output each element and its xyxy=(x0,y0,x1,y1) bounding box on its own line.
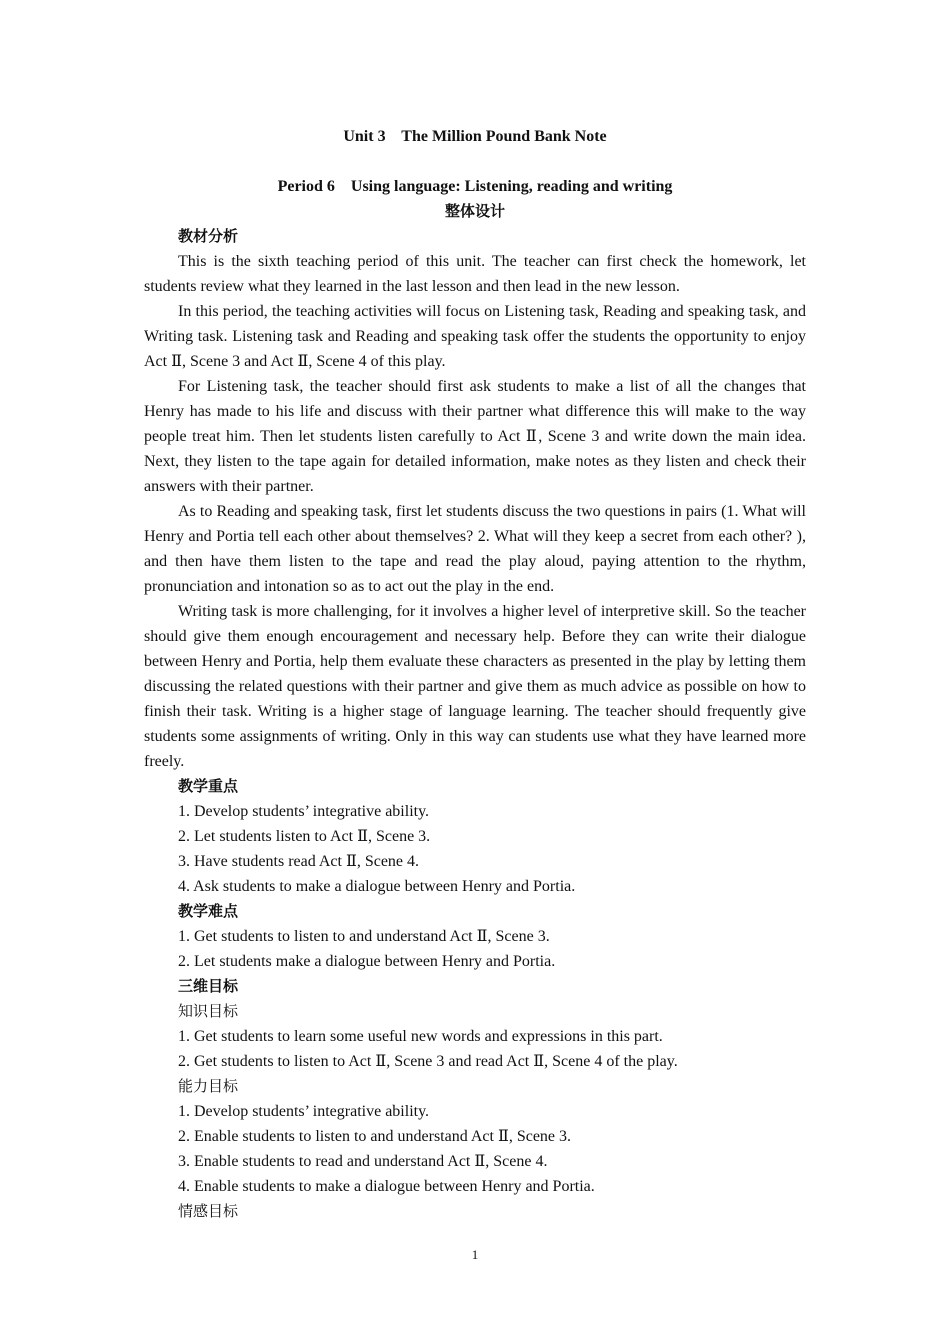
page-content xyxy=(144,124,806,1224)
analysis-paragraph: As to Reading and speaking task, first let students discuss the two questions in pairs (1. What will Henry and Portia tell each other about themselves? 2. What will they keep a secret from each other? ), and then have them listen to the tape and read the play aloud, paying attention to the rhythm, pronunciation and intonation so as to act out the play in the end. xyxy=(144,503,806,595)
ability-objectives-heading: 能力目标 xyxy=(178,1077,239,1095)
page-number: 1 xyxy=(471,1247,479,1262)
analysis-heading: 教材分析 xyxy=(178,227,239,245)
list-item: 4. Ask students to make a dialogue between Henry and Portia. xyxy=(178,878,576,895)
analysis-paragraph: This is the sixth teaching period of this unit. The teacher can first check the homework, let students review what they learned in the last lesson and then lead in the new lesson. xyxy=(144,253,806,295)
analysis-paragraph: For Listening task, the teacher should first ask students to make a list of all the changes that Henry has made to his life and discuss with their partner what difference this will make to the way people treat him. Then let students listen carefully to Act Ⅱ, Scene 3 and write down the main idea. Next, they listen to the tape again for detailed information, make notes as they listen and check their answers with their partner. xyxy=(144,378,806,495)
analysis-paragraph: Writing task is more challenging, for it involves a higher level of interpretive skill. So the teacher should give them enough encouragement and necessary help. Before they can write their dialogue between Henry and Portia, help them evaluate these characters as presented in the play by letting them discussing the related questions with their partner and give them as much advice as possible on how to finish their task. Writing is a higher stage of language learning. The teacher should frequently give students some assignments of writing. Only in this way can students use what they have learned more freely. xyxy=(144,603,806,770)
list-item: 2. Let students make a dialogue between Henry and Portia. xyxy=(178,953,556,970)
list-item: 1. Develop students’ integrative ability. xyxy=(178,803,430,820)
unit-title: Unit 3 The Million Pound Bank Note xyxy=(343,128,607,145)
objectives-heading: 三维目标 xyxy=(178,977,239,995)
list-item: 3. Enable students to read and understand Act Ⅱ, Scene 4. xyxy=(178,1153,548,1170)
difficult-points-heading: 教学难点 xyxy=(178,902,239,920)
emotion-objectives-heading: 情感目标 xyxy=(178,1202,239,1220)
list-item: 4. Enable students to make a dialogue between Henry and Portia. xyxy=(178,1178,595,1195)
list-item: 2. Get students to listen to Act Ⅱ, Scene 3 and read Act Ⅱ, Scene 4 of the play. xyxy=(178,1053,678,1070)
overall-design-heading: 整体设计 xyxy=(444,202,505,220)
list-item: 1. Get students to listen to and understand Act Ⅱ, Scene 3. xyxy=(178,928,550,945)
list-item: 2. Enable students to listen to and understand Act Ⅱ, Scene 3. xyxy=(178,1128,572,1145)
key-points-heading: 教学重点 xyxy=(178,777,239,795)
list-item: 1. Get students to learn some useful new words and expressions in this part. xyxy=(178,1028,663,1045)
knowledge-objectives-heading: 知识目标 xyxy=(178,1002,239,1020)
period-title: Period 6 Using language: Listening, reading and writing xyxy=(277,178,673,195)
list-item: 1. Develop students’ integrative ability. xyxy=(178,1103,430,1120)
analysis-paragraph: In this period, the teaching activities will focus on Listening task, Reading and speaking task, and Writing task. Listening task and Reading and speaking task offer the students the opportunity to enjoy Act Ⅱ, Scene 3 and Act Ⅱ, Scene 4 of this play. xyxy=(144,303,806,370)
list-item: 2. Let students listen to Act Ⅱ, Scene 3. xyxy=(178,828,431,845)
list-item: 3. Have students read Act Ⅱ, Scene 4. xyxy=(178,853,420,870)
